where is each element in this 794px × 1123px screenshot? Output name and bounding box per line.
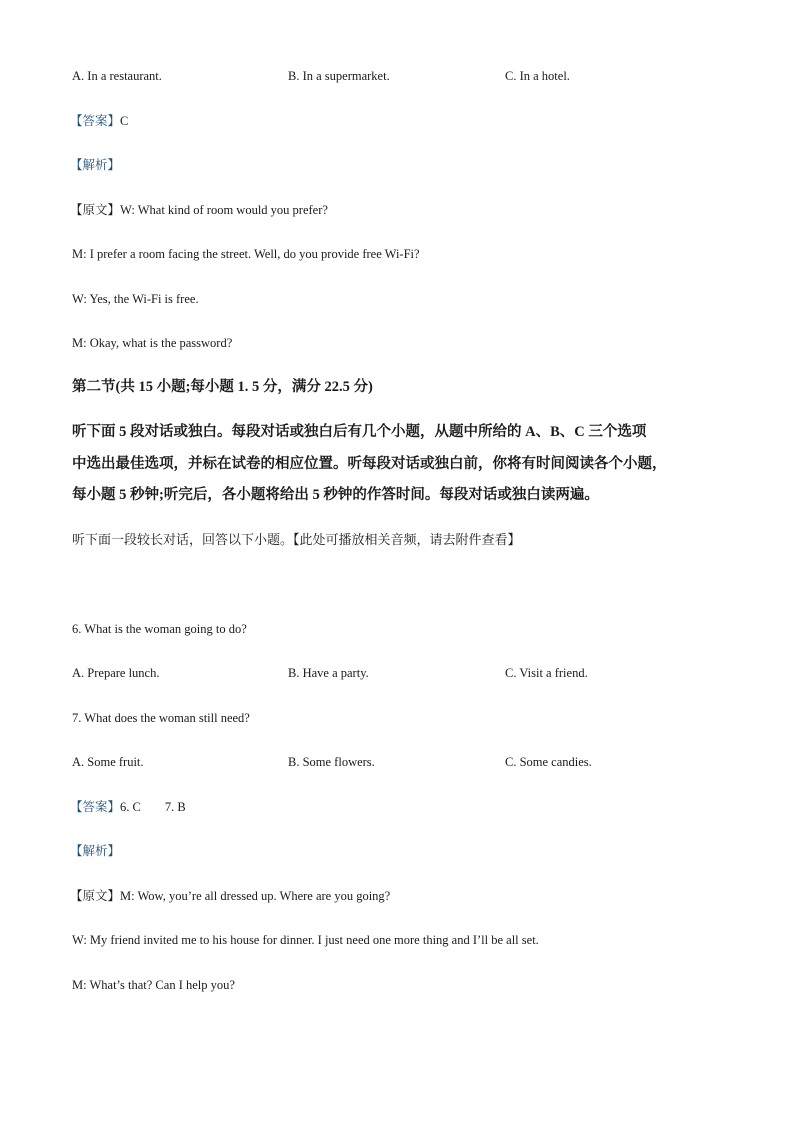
q67-answer [70, 799, 186, 815]
answer-label: 【答案】 [70, 114, 121, 128]
q5-transcript-line-3: W: Yes, the Wi-Fi is free. [72, 292, 199, 306]
q5-option-a: A. In a restaurant. [72, 69, 162, 83]
q5-transcript-line-4: M: Okay, what is the password? [72, 336, 233, 350]
q5-transcript-line-1 [70, 202, 328, 218]
q67-transcript-line-2: W: My friend invited me to his house for dinner. I just need one more thing and I’ll be all set. [72, 933, 539, 947]
q5-transcript-line-2: M: I prefer a room facing the street. Well, do you provide free Wi-Fi? [72, 247, 420, 261]
instructions-line-2: 中选出最佳选项，并标在试卷的相应位置。听每段对话或独白前，你将有时间阅读各个小题， [72, 455, 667, 472]
transcript-label: 【原文】 [70, 889, 121, 903]
q67-transcript-line-1 [70, 888, 390, 904]
transcript-text: M: Wow, you’re all dressed up. Where are you going? [120, 889, 391, 903]
answer-value-6: 6. C [120, 800, 141, 814]
q7-option-c: C. Some candies. [505, 755, 592, 769]
q6-question: 6. What is the woman going to do? [72, 622, 247, 636]
q5-analysis-label: 【解析】 [70, 158, 121, 172]
answer-value-7: 7. B [164, 800, 186, 814]
transcript-label: 【原文】 [70, 203, 121, 217]
q6-option-b: B. Have a party. [288, 666, 369, 680]
audio-note: 听下面一段较长对话，回答以下小题。【此处可播放相关音频，请去附件查看】 [72, 532, 521, 547]
answer-label: 【答案】 [70, 800, 121, 814]
q7-option-b: B. Some flowers. [288, 755, 375, 769]
q67-analysis-label: 【解析】 [70, 844, 121, 858]
section-instructions [72, 417, 722, 512]
q5-answer [70, 113, 128, 129]
q7-question: 7. What does the woman still need? [72, 711, 250, 725]
q6-option-c: C. Visit a friend. [505, 666, 588, 680]
q67-transcript-line-3: M: What’s that? Can I help you? [72, 978, 235, 992]
q7-option-a: A. Some fruit. [72, 755, 144, 769]
q6-option-a: A. Prepare lunch. [72, 666, 160, 680]
transcript-text: W: What kind of room would you prefer? [120, 203, 328, 217]
q5-option-c: C. In a hotel. [505, 69, 570, 83]
answer-value: C [120, 114, 129, 128]
q5-option-b: B. In a supermarket. [288, 69, 390, 83]
section-title: 第二节(共 15 小题;每小题 1. 5 分，满分 22.5 分) [72, 379, 373, 395]
instructions-line-3: 每小题 5 秒钟;听完后，各小题将给出 5 秒钟的作答时间。每段对话或独白读两遍。 [72, 487, 599, 503]
instructions-line-1: 听下面 5 段对话或独白。每段对话或独白后有几个小题，从题中所给的 A、B、C 三个选项 [72, 424, 647, 440]
